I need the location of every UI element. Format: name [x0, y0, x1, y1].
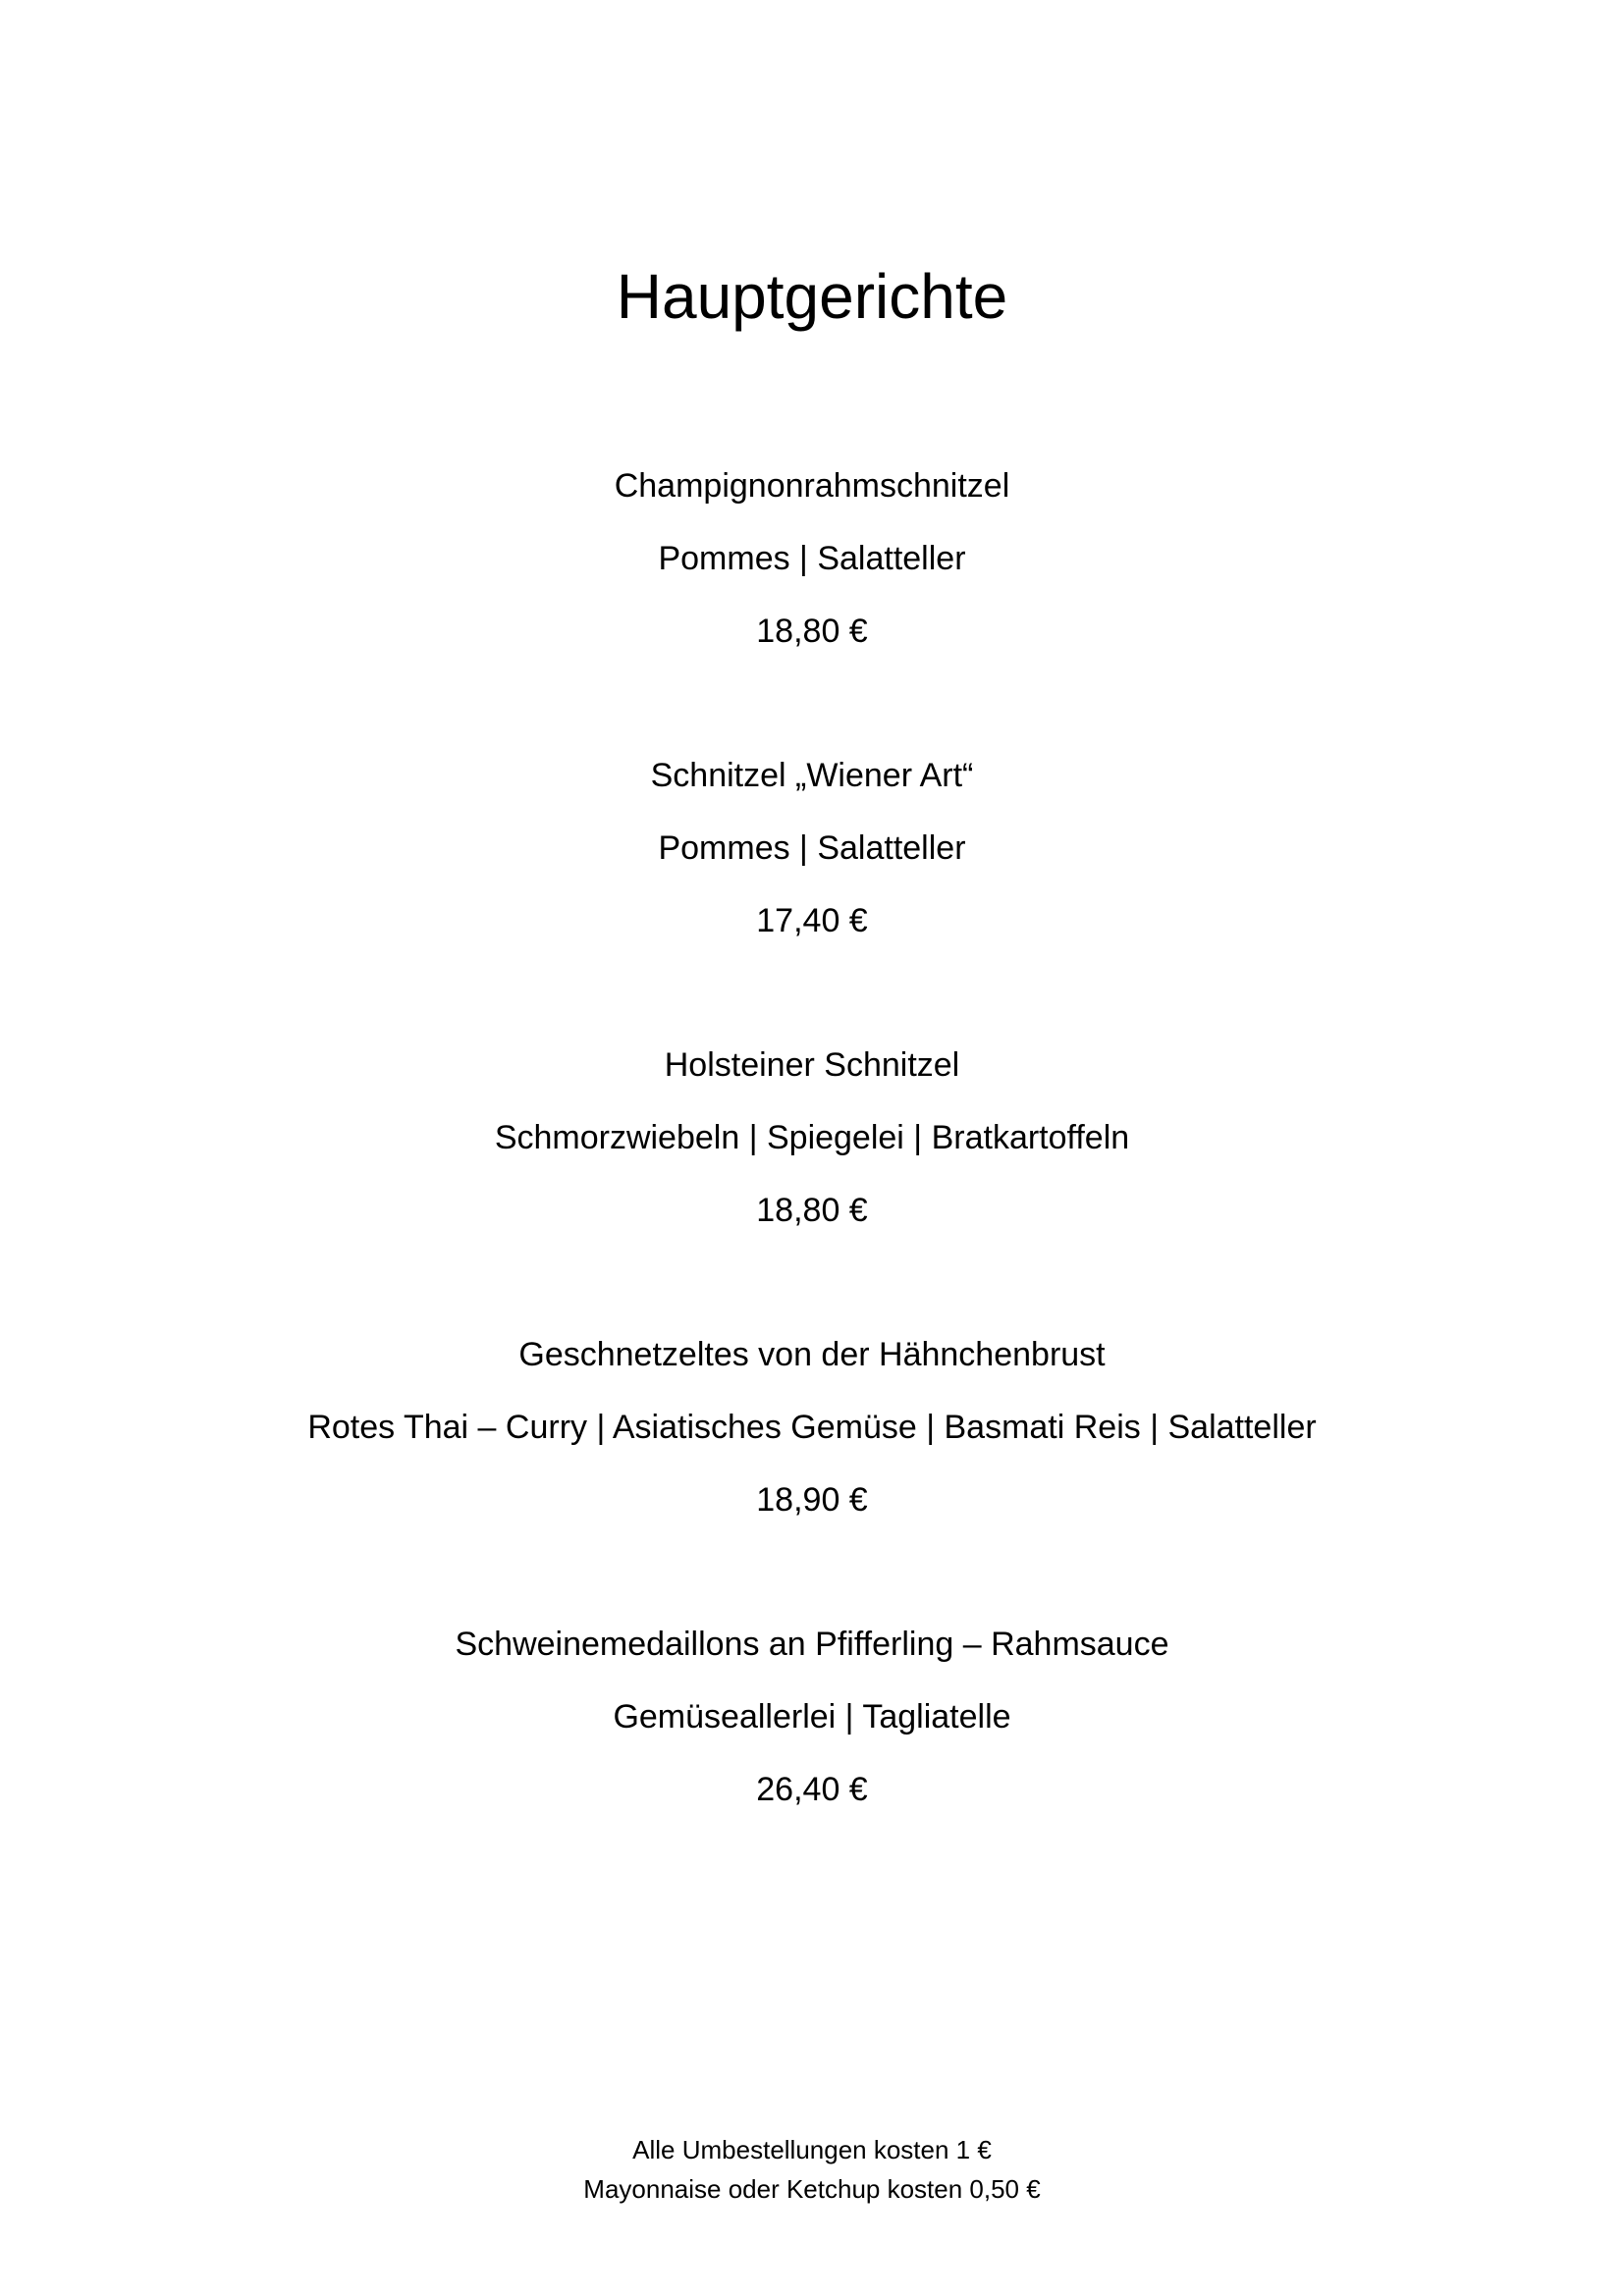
dish-list	[0, 450, 1624, 1897]
dish-name: Schnitzel „Wiener Art“	[650, 757, 974, 794]
dish-item	[0, 1608, 1624, 1897]
dish-item	[0, 450, 1624, 739]
footer-note-condiments: Mayonnaise oder Ketchup kosten 0,50 €	[583, 2174, 1041, 2204]
footer-note-rebooking: Alle Umbestellungen kosten 1 €	[632, 2135, 992, 2164]
dish-sides: Pommes | Salatteller	[658, 540, 966, 577]
dish-sides: Gemüseallerlei | Tagliatelle	[613, 1698, 1011, 1735]
dish-price: 18,90 €	[756, 1481, 868, 1519]
dish-sides: Rotes Thai – Curry | Asiatisches Gemüse | Basmati Reis | Salatteller	[307, 1409, 1317, 1446]
page-title: Hauptgerichte	[616, 261, 1008, 332]
dish-price: 18,80 €	[756, 1192, 868, 1229]
dish-price: 18,80 €	[756, 613, 868, 650]
dish-item	[0, 739, 1624, 1029]
dish-price: 17,40 €	[756, 902, 868, 939]
dish-item	[0, 1029, 1624, 1318]
dish-name: Holsteiner Schnitzel	[664, 1046, 960, 1084]
dish-sides: Pommes | Salatteller	[658, 829, 966, 867]
dish-item	[0, 1318, 1624, 1608]
dish-name: Geschnetzeltes von der Hähnchenbrust	[518, 1336, 1106, 1373]
dish-name: Champignonrahmschnitzel	[614, 467, 1010, 505]
dish-price: 26,40 €	[756, 1771, 868, 1808]
dish-name: Schweinemedaillons an Pfifferling – Rahmsauce	[455, 1626, 1169, 1663]
footer-notes	[0, 2130, 1624, 2209]
dish-sides: Schmorzwiebeln | Spiegelei | Bratkartoffeln	[494, 1119, 1130, 1156]
